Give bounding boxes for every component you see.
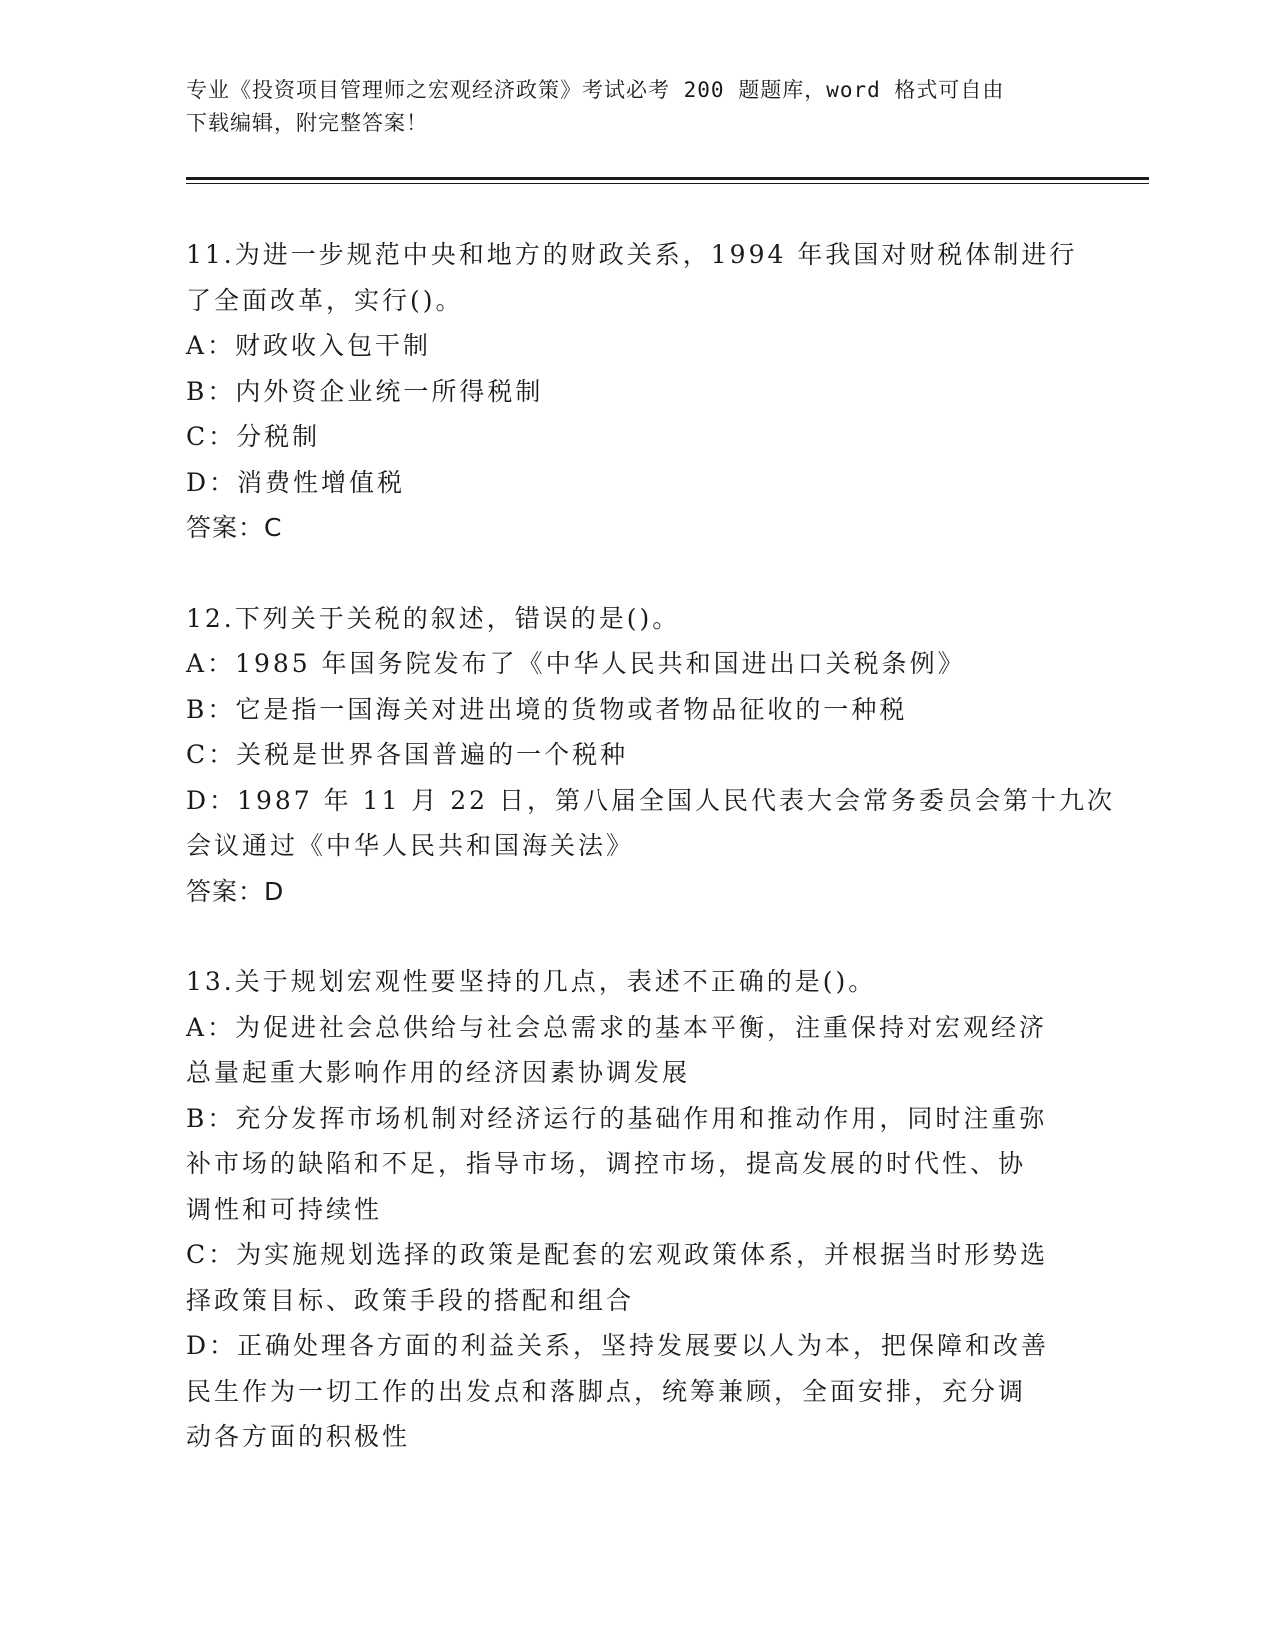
option-line: 民生作为一切工作的出发点和落脚点，统筹兼顾，全面安排，充分调	[186, 1376, 1027, 1406]
question-stem-line: 11.为进一步规范中央和地方的财政关系，1994 年我国对财税体制进行	[186, 240, 1078, 269]
option-line: 会议通过《中华人民共和国海关法》	[186, 831, 635, 860]
option-line: D：正确处理各方面的利益关系，坚持发展要以人为本，把保障和改善	[186, 1331, 1050, 1360]
option-line: C：分税制	[186, 422, 321, 451]
header-divider-thin	[186, 183, 1149, 184]
answer-label: 答案：D	[186, 876, 285, 906]
option-line: 动各方面的积极性	[186, 1422, 411, 1451]
option-d	[186, 1323, 1086, 1460]
option-b	[186, 1096, 1086, 1233]
option-line: B：内外资企业统一所得税制	[186, 376, 544, 406]
option-line: 补市场的缺陷和不足，指导市场，调控市场，提高发展的时代性、协	[186, 1149, 1027, 1178]
header-divider-thick	[186, 177, 1149, 180]
option-line: A：财政收入包干制	[186, 331, 432, 360]
answer-label: 答案：C	[186, 513, 283, 542]
question-12	[186, 596, 1116, 915]
question-11	[186, 232, 1086, 551]
option-line: 总量起重大影响作用的经济因素协调发展	[186, 1058, 691, 1087]
header-line-2: 下载编辑，附完整答案！	[186, 111, 428, 135]
option-b	[186, 687, 1086, 733]
option-c	[186, 1232, 1086, 1323]
option-line: B：它是指一国海关对进出境的货物或者物品征收的一种税	[186, 694, 908, 724]
option-a	[186, 1005, 1086, 1096]
question-13	[186, 959, 1086, 1460]
option-b	[186, 369, 1086, 415]
header-line-1: 专业《投资项目管理师之宏观经济政策》考试必考 200 题题库，word 格式可自由	[186, 78, 1005, 102]
option-line: 调性和可持续性	[186, 1194, 383, 1224]
option-a	[186, 323, 1086, 369]
question-list	[186, 232, 1116, 1505]
option-line: D：1987 年 11 月 22 日，第八届全国人民代表大会常务委员会第十九次	[186, 785, 1116, 815]
option-line: 择政策目标、政策手段的搭配和组合	[186, 1285, 635, 1315]
option-line: A：1985 年国务院发布了《中华人民共和国进出口关税条例》	[186, 649, 966, 678]
option-line: D：消费性增值税	[186, 467, 406, 497]
question-stem-line: 13.关于规划宏观性要坚持的几点，表述不正确的是()。	[186, 967, 877, 996]
option-c	[186, 414, 1086, 460]
option-line: B：充分发挥市场机制对经济运行的基础作用和推动作用，同时注重弥	[186, 1103, 1048, 1133]
document-header	[186, 74, 1066, 140]
option-d	[186, 778, 1116, 869]
option-line: A：为促进社会总供给与社会总需求的基本平衡，注重保持对宏观经济	[186, 1012, 1048, 1042]
option-c	[186, 732, 1086, 778]
question-stem-line: 12.下列关于关税的叙述，错误的是()。	[186, 603, 681, 633]
option-a	[186, 641, 1086, 687]
option-line: C：关税是世界各国普遍的一个税种	[186, 740, 629, 769]
option-line: C：为实施规划选择的政策是配套的宏观政策体系，并根据当时形势选	[186, 1240, 1049, 1269]
option-d	[186, 460, 1086, 506]
question-stem-line: 了全面改革，实行()。	[186, 285, 464, 315]
